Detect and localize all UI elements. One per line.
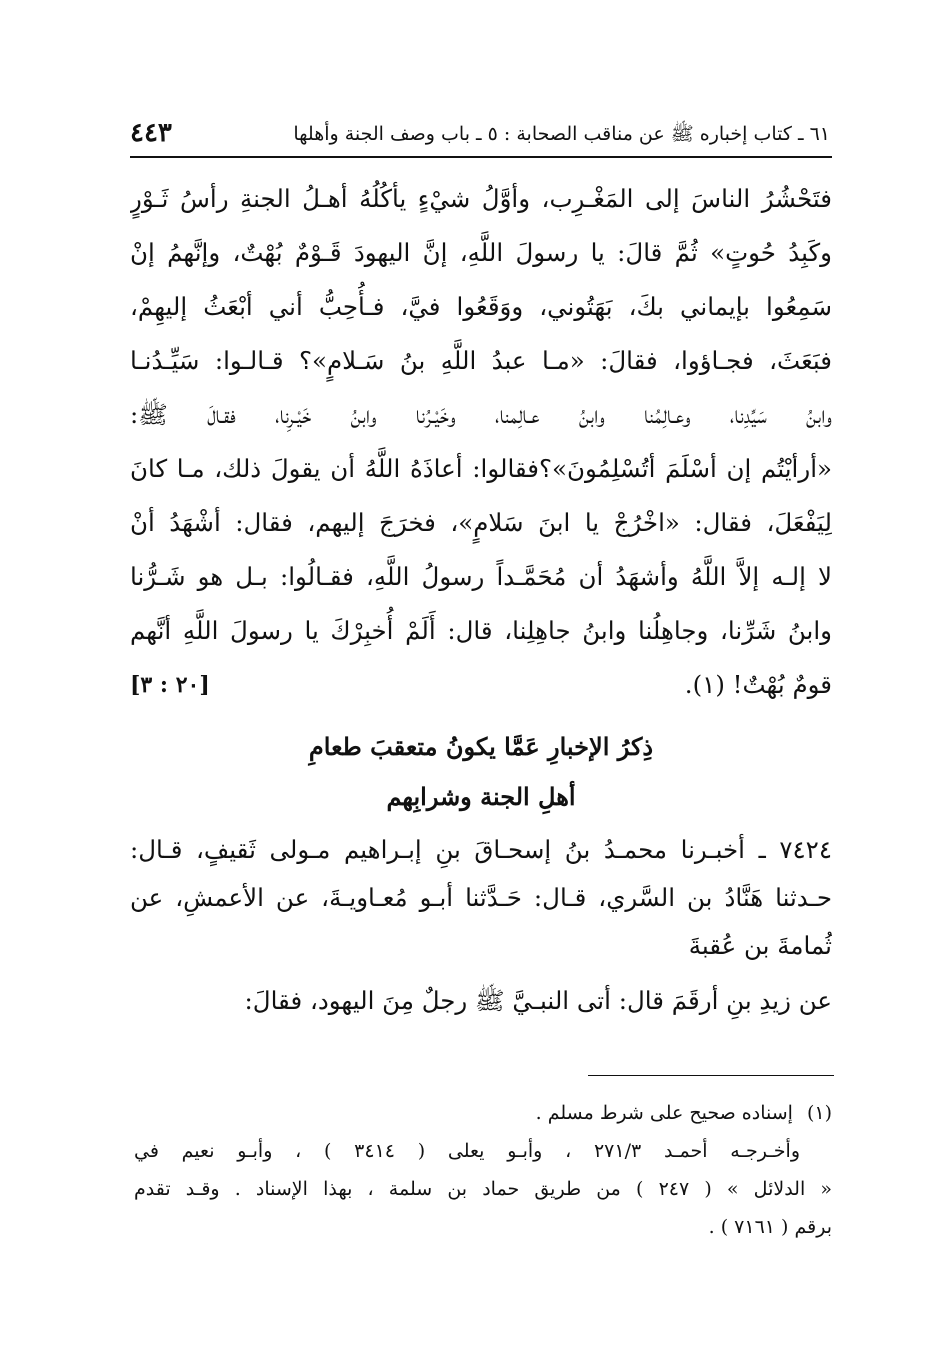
page-number: ٤٤٣ (130, 118, 172, 148)
header-divider (130, 156, 832, 158)
text-line: وابنُ شَرِّنا، وجاهِلُنا وابنُ جاهِلِنا، قال: أَلَمْ أُخبِرْكَ يا رسولَ اللَّهِ أنَّهم (130, 616, 832, 645)
footnote-line (134, 1094, 832, 1132)
hadith-line: ٧٤٢٤ ـ أخبـرنا محمـدُ بنُ إسحـاقَ بنِ إبـراهيم مـولى ثَقيفٍ، قـال: (130, 835, 832, 864)
footnote-line: « الدلائل » ( ٢٤٧ ) من طريق حماد بن سلمة ، بهذا الإسناد . وقـد تقدم (134, 1178, 832, 1200)
footnote-divider (588, 1075, 834, 1076)
hadith-line: حـدثنا هَنَّادُ بن السَّري، قـال: حَـدَّثنا أبـو مُعـاويـةَ، عن الأعمشِ، عن (130, 883, 832, 912)
text-line: وكَبِدُ حُوتٍ» ثُمَّ قالَ: يا رسولَ اللَّهِ، إنَّ اليهودَ قَـوْمٌ بُهْتٌ، وإنَّهمُ إنْ (130, 238, 832, 267)
footnote-line: وأخـرجـه أحمـد ٢٧١/٣ ، وأبـو يعلى ( ٣٤١٤ ) ، وأبـو نعيم في (134, 1140, 800, 1162)
reference-citation: [٢٠ : ٣] (130, 672, 210, 698)
hadith-line-last: ثُمامةَ بن عُقبةَ (688, 931, 832, 960)
text-line: لا إلـه إلاَّ اللَّهُ وأشهَدُ أن مُحَمَّـداً رسولُ اللَّهِ، فقـالُوا: بـل هو شَـرُّنا (130, 562, 832, 591)
footnotes (134, 1094, 832, 1246)
heading-line-2: أهلِ الجنة وشرابِهم (386, 782, 576, 811)
main-text (130, 172, 832, 712)
footnote-text: إسناده صحيح على شرط مسلم . (535, 1102, 793, 1124)
narration-line: عن زيدِ بنِ أرقَمَ قال: أتى النبـيَّ ﷺ رجلٌ مِنَ اليهود، فقالَ: (244, 986, 832, 1015)
narration-start (130, 976, 832, 1026)
text-line: فبَعَثَ، فجـاؤوا، فقالَ: «مـا عبدُ اللَّهِ بنُ سَـلامٍ»؟ قـالـوا: سَيِّـدُنـا (130, 346, 832, 375)
text-line: «أرأيْتُم إن أسْلَمَ أتُسْلِمُونَ»؟فقالوا: أعاذَهُ اللَّهُ أن يقولَ ذلك، مـا كانَ (130, 454, 832, 483)
chapter-title: ٦١ ـ كتاب إخباره ﷺ عن مناقب الصحابة : ٥ ـ باب وصف الجنة وأهلها (293, 123, 830, 145)
text-line-last (130, 658, 832, 712)
heading-line-1: ذِكرُ الإخبارِ عَمَّا يكونُ متعقبَ طعامِ (308, 732, 654, 761)
section-heading (130, 722, 832, 822)
text-line-last-content: قومٌ بُهْتٌ! (١). (684, 670, 832, 699)
running-header (130, 118, 830, 154)
text-line: سَمِعُوا بإيماني بكَ، بَهَتُوني، ووَقَعُوا فيَّ، فـأُحِبُّ أني أبْعَثُ إليهِمْ، (130, 292, 832, 321)
text-line: لِيَفْعَلَ، فقال: «اخْرُجْ يا ابنَ سَلامٍ»، فخرَجَ إليهم، فقال: أشْهَدُ أنْ (130, 508, 832, 537)
footnote-line: برقم ( ٧١٦١ ) . (708, 1216, 832, 1238)
hadith-chain (130, 826, 832, 970)
text-line: وابنُ سَيِّدِنا، وعـالِمُنا وابنُ عـالِمنا، وخَيْـرُنا وابنُ خَيْـرِنا، فقـالَ ﷺ: (130, 400, 832, 429)
text-line: فتَحْشُرُ الناسَ إلى المَغْـرِب، وأوَّلُ شيْءٍ يأكُلُهُ أهـلُ الجنةِ رأسُ ثَـوْرٍ (130, 184, 832, 213)
footnote-marker: (١) (806, 1102, 832, 1124)
